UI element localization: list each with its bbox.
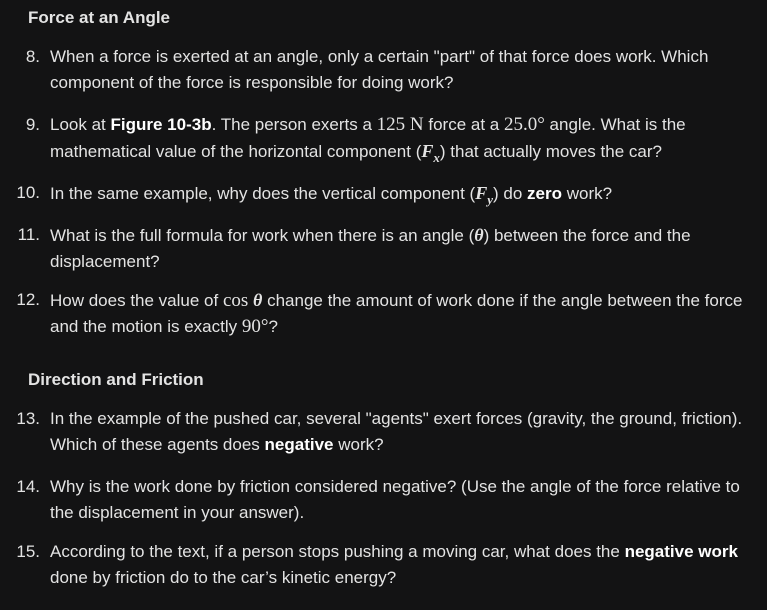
question-text: According to the text, if a person stops pushing a moving car, what does the negative work done by friction do to the car’s kinetic energy?	[50, 542, 738, 587]
question-text: In the same example, why does the vertical component $(F_y)$ do zero work?	[50, 183, 613, 207]
question-number: 15.	[16, 542, 40, 561]
question-text: Why is the work done by friction considered negative? (Use the angle of the force relative to the displacement in your answer).	[50, 477, 740, 522]
emphasis-zero: zero	[527, 184, 563, 203]
section-heading-direction-friction: Direction and Friction	[28, 370, 204, 389]
question-number: 13.	[16, 409, 40, 428]
question-number: 8.	[25, 47, 40, 66]
question-number: 14.	[16, 477, 40, 496]
theta-symbol: θ	[474, 225, 484, 245]
question-number: 11.	[17, 225, 40, 244]
cos-symbol: cos	[222, 290, 249, 311]
angle-value: 90°	[241, 316, 269, 337]
question-number: 9.	[25, 115, 40, 134]
angle-value: 25.0°	[503, 114, 545, 135]
force-value: 125 N	[376, 114, 424, 135]
force-subscript: x	[433, 150, 440, 165]
force-symbol: F	[421, 141, 434, 161]
question-number: 12.	[16, 290, 40, 309]
emphasis-negative: negative	[264, 435, 334, 454]
question-text: How does the value of cos θ change the amount of work done if the angle between the force and the motion is exactly 90°?	[50, 290, 743, 337]
question-text: Look at Figure 10-3b. The person exerts a 125 N force at a 25.0° angle. What is the mathematical value of the horizontal component $(F_x)$ that actually moves the car?	[50, 114, 686, 165]
section-heading-force-at-angle: Force at an Angle	[28, 8, 171, 27]
question-text: What is the full formula for work when there is an angle (θ) between the force and the displacement?	[50, 225, 691, 271]
emphasis-negative-work: negative work	[624, 542, 738, 561]
question-text: When a force is exerted at an angle, only a certain "part" of that force does work. Which component of the force is responsible for doing work?	[50, 47, 709, 92]
force-subscript: y	[487, 192, 494, 207]
theta-symbol: θ	[253, 290, 263, 310]
figure-reference: Figure 10-3b	[110, 115, 212, 134]
question-text: In the example of the pushed car, several "agents" exert forces (gravity, the ground, friction). Which of these agents does negative work?	[50, 409, 743, 454]
force-symbol: F	[475, 183, 488, 203]
question-number: 10.	[16, 183, 40, 202]
